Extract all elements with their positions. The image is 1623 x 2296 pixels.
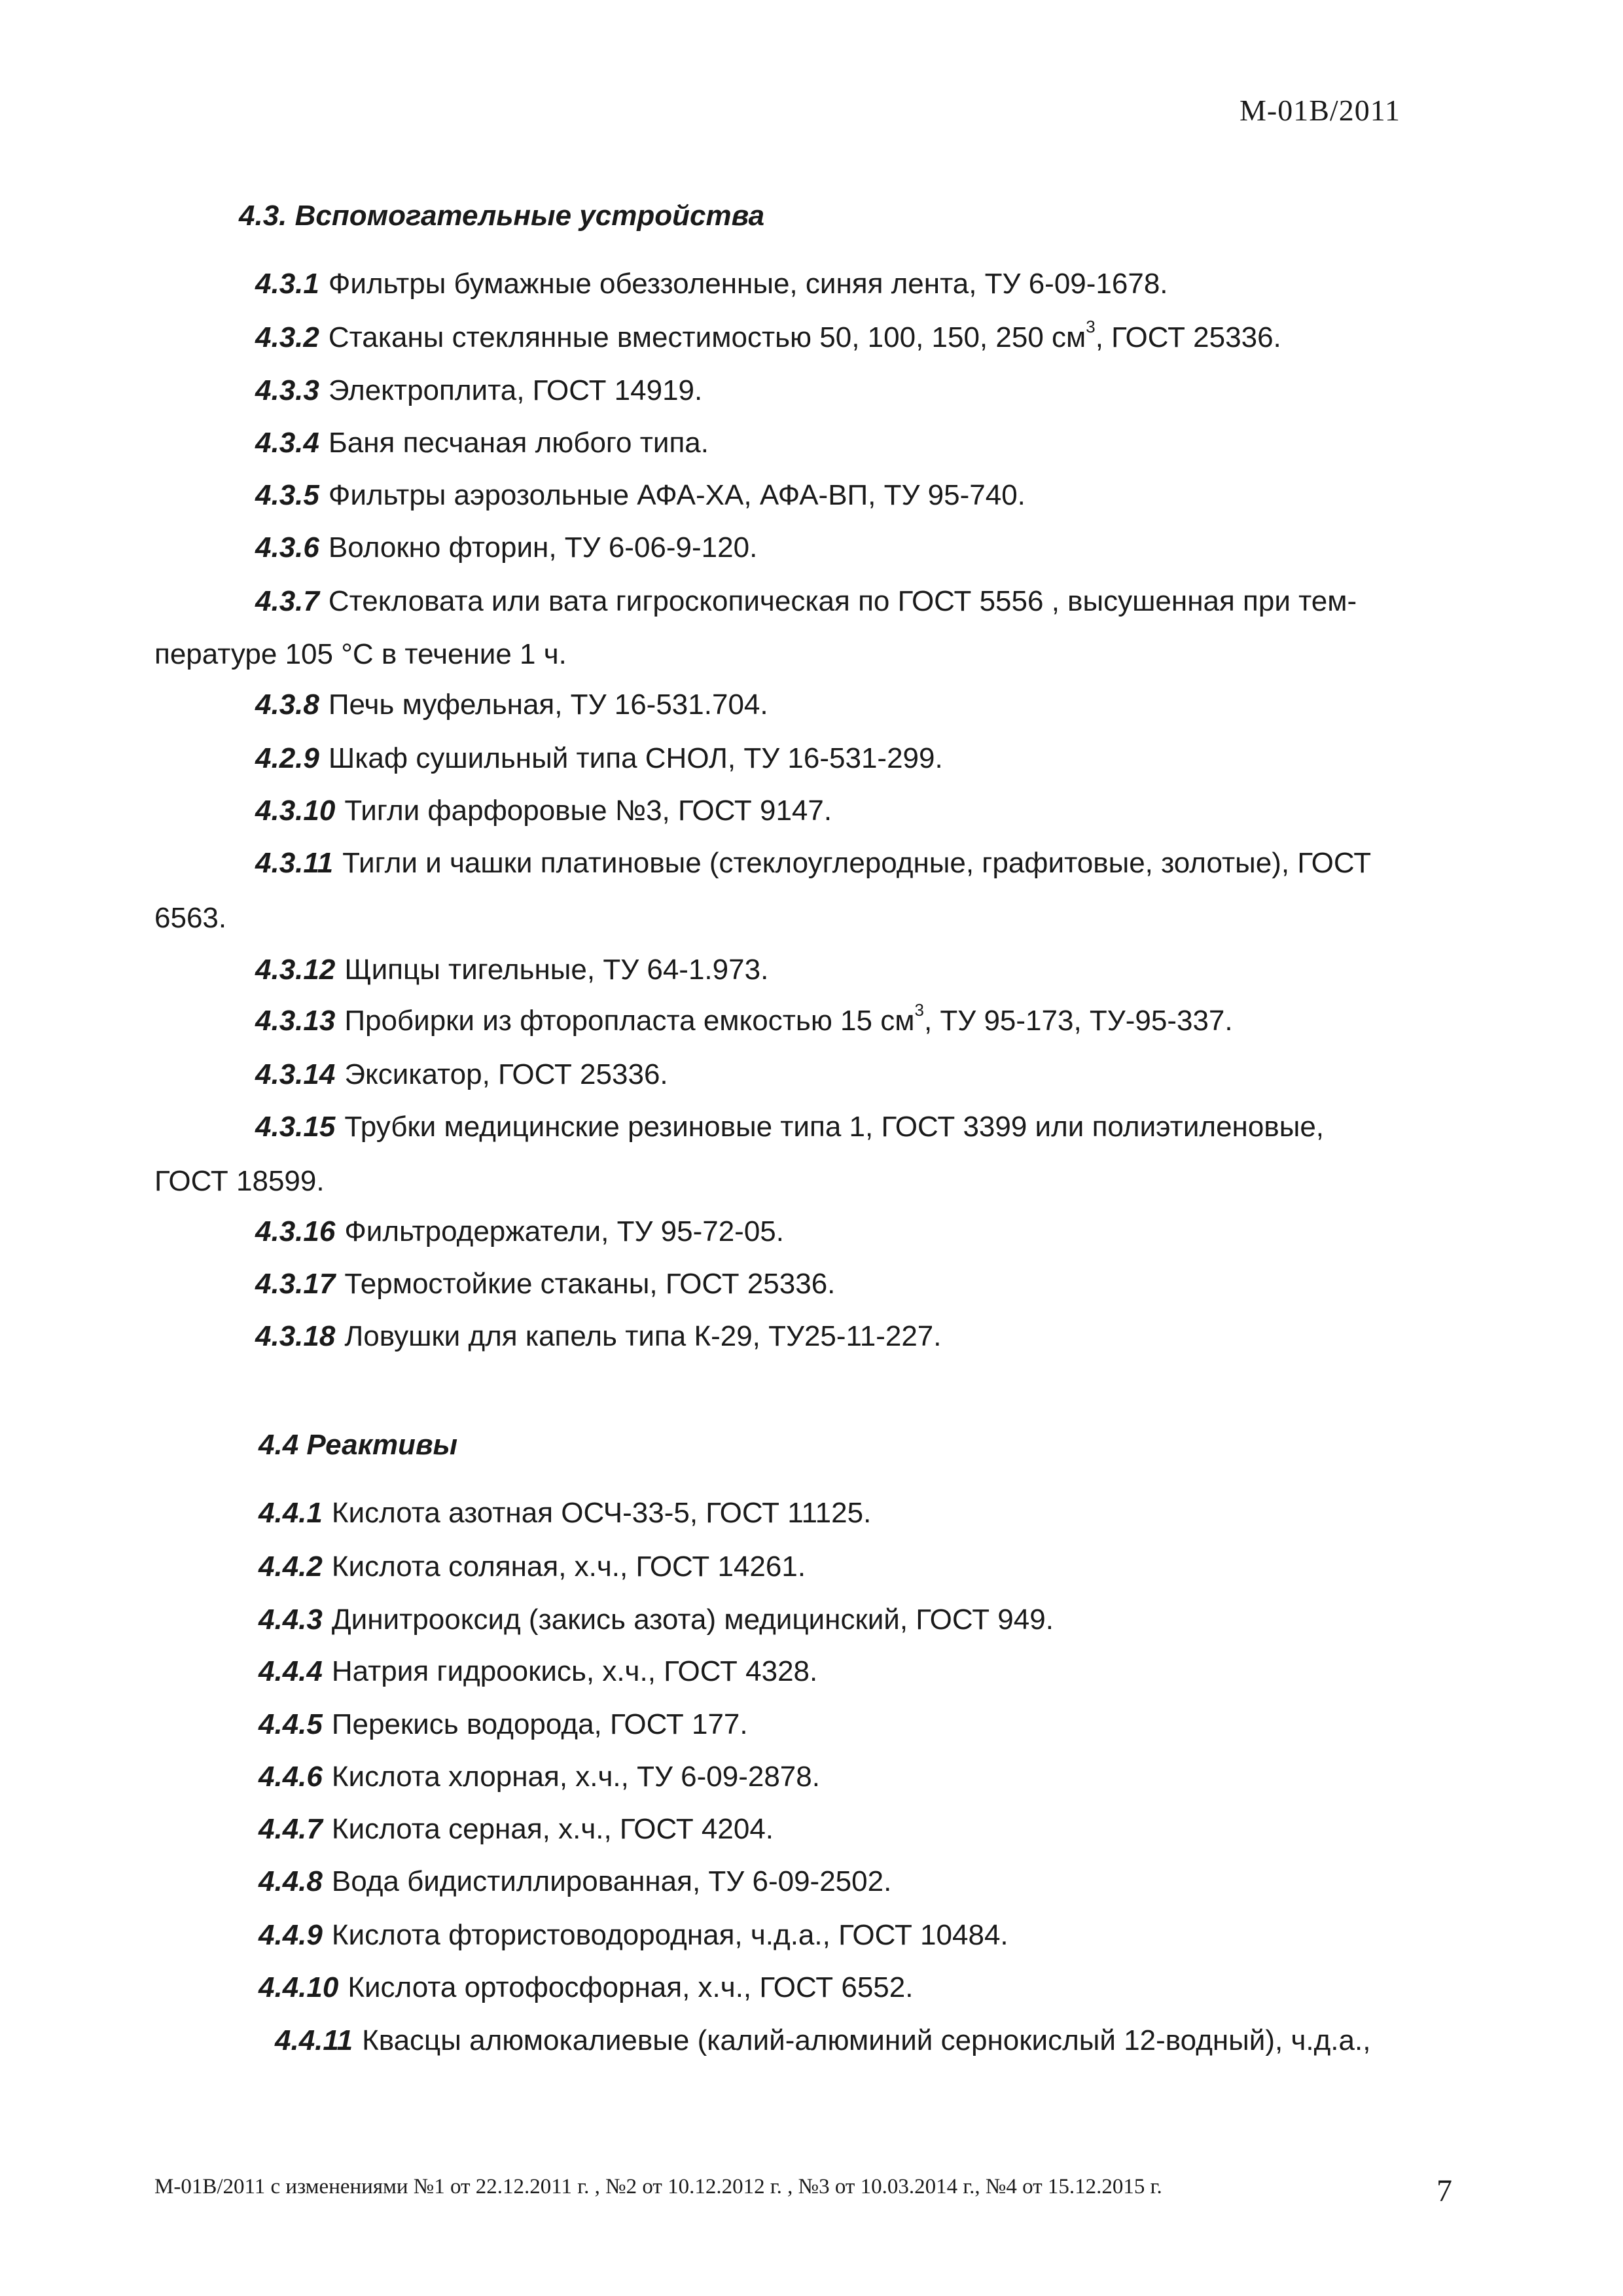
item-text: Кислота ортофосфорная, х.ч., ГОСТ 6552. (348, 1971, 914, 2003)
item-number: 4.3.13 (255, 1005, 336, 1037)
document-code-header: М-01В/2011 (1240, 94, 1400, 127)
list-item-4-3-4 (255, 429, 709, 457)
page-number: 7 (1436, 2174, 1452, 2208)
item-text: Электроплита, ГОСТ 14919. (328, 374, 703, 406)
item-number: 4.4.6 (259, 1761, 323, 1793)
list-item-4-4-1 (259, 1499, 871, 1528)
list-item-4-4-6 (259, 1763, 820, 1791)
item-text: Вода бидистиллированная, ТУ 6-09-2502. (331, 1865, 892, 1897)
item-text: Печь муфельная, ТУ 16-531.704. (328, 689, 768, 721)
item-text: Эксикатор, ГОСТ 25336. (344, 1058, 668, 1090)
list-item-4-2-9 (255, 744, 943, 773)
item-text (344, 1000, 1233, 1037)
item-number: 4.3.5 (255, 479, 319, 511)
item-text: Волокно фторин, ТУ 6-06-9-120. (328, 531, 758, 564)
item-text-main: Пробирки из фторопласта емкостью 15 см (344, 1005, 915, 1037)
item-number: 4.4.8 (259, 1865, 323, 1897)
item-number: 4.3.12 (255, 954, 336, 986)
item-number: 4.3.8 (255, 689, 319, 721)
item-number: 4.4.9 (259, 1919, 323, 1951)
list-item-4-3-16 (255, 1217, 784, 1246)
list-item-4-4-11 (275, 2026, 1370, 2055)
item-number: 4.3.17 (255, 1268, 336, 1300)
item-text: Кислота серная, х.ч., ГОСТ 4204. (331, 1813, 774, 1845)
item-number: 4.4.2 (259, 1551, 323, 1583)
item-text: Фильтры аэрозольные АФА-ХА, АФА-ВП, ТУ 95-740. (328, 479, 1026, 511)
item-text: Трубки медицинские резиновые типа 1, ГОСТ 3399 или полиэтиленовые, (344, 1111, 1325, 1143)
item-number: 4.3.2 (255, 321, 319, 353)
item-number: 4.4.1 (259, 1497, 323, 1529)
item-number: 4.3.3 (255, 374, 319, 406)
item-text: Ловушки для капель типа К-29, ТУ25-11-227. (344, 1320, 942, 1352)
list-item-4-3-15 (255, 1113, 1324, 1141)
item-text-superscript: 3 (914, 1000, 924, 1020)
list-item-4-3-13 (255, 1000, 1233, 1037)
list-item-4-3-5 (255, 481, 1026, 510)
item-number: 4.4.5 (259, 1708, 323, 1740)
item-text: Стекловата или вата гигроскопическая по ГОСТ 5556 , высушенная при тем- (328, 585, 1357, 617)
item-text: Фильтродержатели, ТУ 95-72-05. (344, 1215, 784, 1247)
item-number: 4.3.1 (255, 268, 319, 300)
list-item-4-3-10 (255, 797, 832, 825)
list-item-4-3-3 (255, 376, 702, 405)
item-number: 4.3.10 (255, 795, 336, 827)
item-text: Кислота соляная, х.ч., ГОСТ 14261. (331, 1551, 806, 1583)
list-item-4-3-1 (255, 270, 1168, 298)
item-text: Шкаф сушильный типа СНОЛ, ТУ 16-531-299. (328, 742, 943, 774)
item-text: Натрия гидроокись, х.ч., ГОСТ 4328. (331, 1655, 818, 1687)
item-number: 4.2.9 (255, 742, 319, 774)
list-item-4-4-8 (259, 1867, 891, 1896)
item-text-superscript: 3 (1086, 317, 1096, 336)
item-number: 4.3.18 (255, 1320, 336, 1352)
item-text: Баня песчаная любого типа. (328, 427, 709, 459)
list-item-4-4-10 (259, 1973, 913, 2002)
item-text: Термостойкие стаканы, ГОСТ 25336. (344, 1268, 836, 1300)
item-text: Динитрооксид (закись азота) медицинский, ГОСТ 949. (331, 1604, 1054, 1636)
list-item-4-4-5 (259, 1710, 748, 1739)
item-text: Кислота хлорная, х.ч., ТУ 6-09-2878. (331, 1761, 820, 1793)
item-text: Квасцы алюмокалиевые (калий-алюминий сернокислый 12-водный), ч.д.а., (362, 2024, 1371, 2056)
item-number: 4.3.11 (255, 847, 334, 879)
item-number: 4.4.11 (275, 2024, 353, 2056)
list-item-4-3-15-continuation: ГОСТ 18599. (154, 1165, 325, 1197)
item-number: 4.4.3 (259, 1604, 323, 1636)
list-item-4-3-7 (255, 587, 1357, 616)
item-number: 4.4.7 (259, 1813, 323, 1845)
list-item-4-3-14 (255, 1060, 668, 1089)
list-item-4-3-12 (255, 956, 768, 984)
item-text-after: , ГОСТ 25336. (1095, 321, 1281, 353)
section-title-4-3: 4.3. Вспомогательные устройства (239, 200, 765, 232)
section-title-4-4: 4.4 Реактивы (259, 1429, 458, 1461)
item-number: 4.3.15 (255, 1111, 336, 1143)
item-text (328, 317, 1281, 353)
item-text-after: , ТУ 95-173, ТУ-95-337. (923, 1005, 1233, 1037)
list-item-4-4-9 (259, 1921, 1008, 1950)
item-number: 4.3.4 (255, 427, 319, 459)
item-text: Тигли фарфоровые №3, ГОСТ 9147. (344, 795, 832, 827)
list-item-4-4-4 (259, 1657, 817, 1686)
list-item-4-3-11-continuation: 6563. (154, 902, 227, 934)
list-item-4-3-8 (255, 691, 768, 719)
list-item-4-3-17 (255, 1270, 835, 1299)
item-text: Кислота фтористоводородная, ч.д.а., ГОСТ 10484. (331, 1919, 1008, 1951)
list-item-4-4-3 (259, 1605, 1054, 1634)
item-number: 4.3.6 (255, 531, 319, 564)
list-item-4-3-6 (255, 533, 757, 562)
list-item-4-3-18 (255, 1322, 942, 1351)
list-item-4-3-11 (255, 849, 1371, 878)
item-text: Фильтры бумажные обеззоленные, синяя лента, ТУ 6-09-1678. (328, 268, 1168, 300)
item-number: 4.3.16 (255, 1215, 336, 1247)
item-number: 4.4.4 (259, 1655, 323, 1687)
item-number: 4.3.14 (255, 1058, 336, 1090)
item-text: Перекись водорода, ГОСТ 177. (331, 1708, 748, 1740)
item-text: Тигли и чашки платиновые (стеклоуглеродные, графитовые, золотые), ГОСТ (342, 847, 1372, 879)
list-item-4-3-7-continuation: пературе 105 °С в течение 1 ч. (154, 638, 567, 670)
footer-revisions: М-01В/2011 с изменениями №1 от 22.12.2011 г. , №2 от 10.12.2012 г. , №3 от 10.03.2014 г., №4 от 15.12.2015 г. (154, 2175, 1162, 2198)
list-item-4-4-7 (259, 1815, 774, 1844)
list-item-4-4-2 (259, 1552, 806, 1581)
item-text: Кислота азотная ОСЧ-33-5, ГОСТ 11125. (331, 1497, 872, 1529)
item-text: Щипцы тигельные, ТУ 64-1.973. (344, 954, 769, 986)
item-text-main: Стаканы стеклянные вместимостью 50, 100, 150, 250 см (328, 321, 1086, 353)
item-number: 4.3.7 (255, 585, 319, 617)
list-item-4-3-2 (255, 317, 1281, 353)
item-number: 4.4.10 (259, 1971, 339, 2003)
